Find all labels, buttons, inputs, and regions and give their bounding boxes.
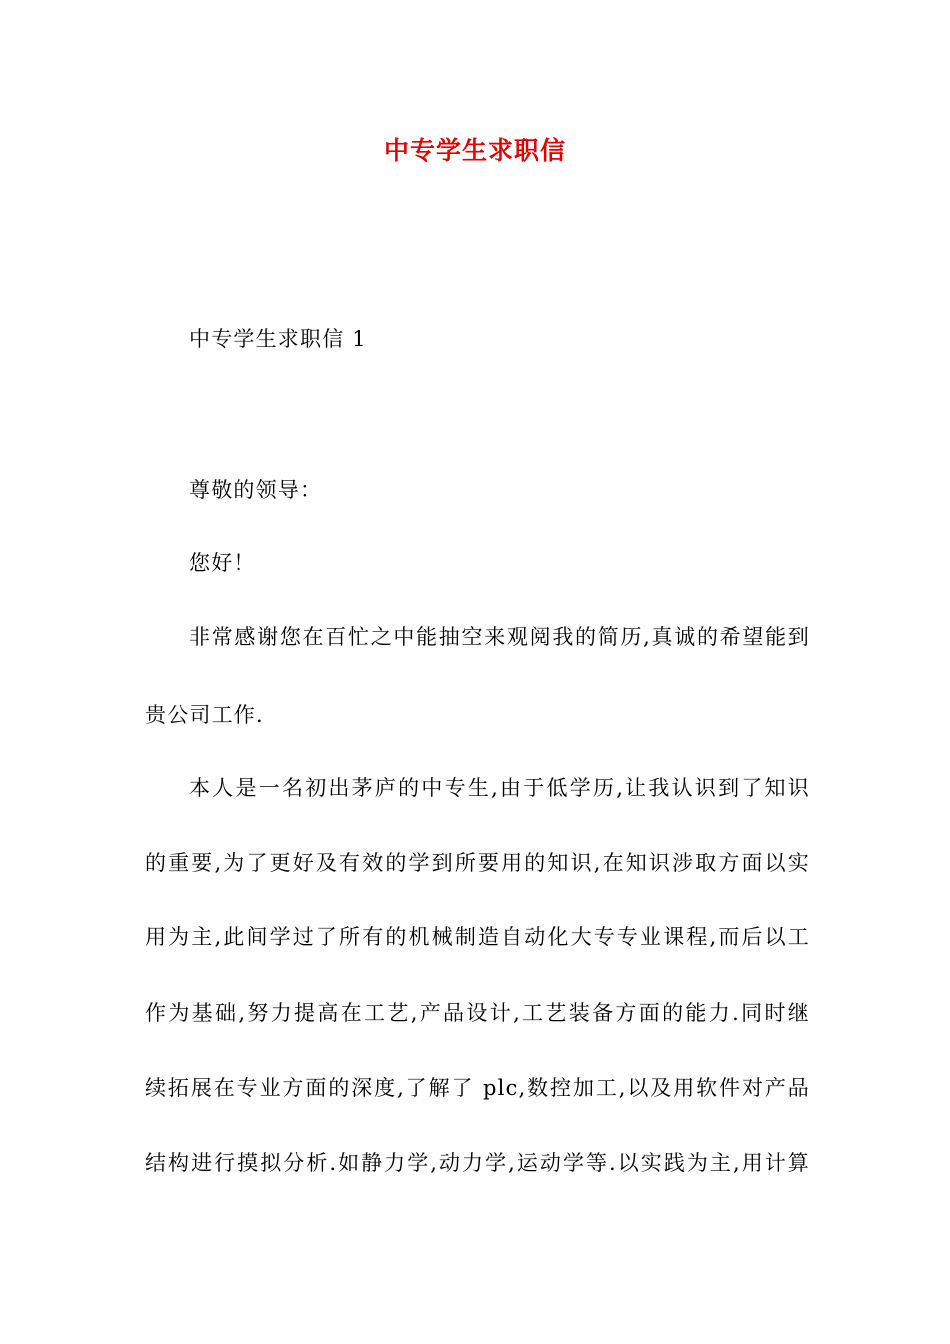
paragraph-line: 用为主,此间学过了所有的机械制造自动化大专专业课程,而后以工: [145, 925, 810, 949]
paragraph-line: 非常感谢您在百忙之中能抽空来观阅我的简历,真诚的希望能到: [189, 625, 810, 649]
paragraph-line: 续拓展在专业方面的深度,了解了 plc,数控加工,以及用软件对产品: [145, 1076, 810, 1100]
paragraph-line: 作为基础,努力提高在工艺,产品设计,工艺装备方面的能力.同时继: [145, 1001, 810, 1025]
greeting: 您好！: [189, 551, 256, 575]
document-title: 中专学生求职信: [383, 136, 566, 165]
salutation: 尊敬的领导：: [189, 478, 323, 502]
paragraph-line: 本人是一名初出茅庐的中专生,由于低学历,让我认识到了知识: [189, 776, 810, 800]
paragraph-line: 的重要,为了更好及有效的学到所要用的知识,在知识涉取方面以实: [145, 851, 810, 875]
paragraph-line: 结构进行摸拟分析.如静力学,动力学,运动学等.以实践为主,用计算: [145, 1151, 810, 1175]
section-subheading: 中专学生求职信 1: [189, 327, 367, 351]
paragraph-line: 贵公司工作.: [145, 703, 264, 727]
